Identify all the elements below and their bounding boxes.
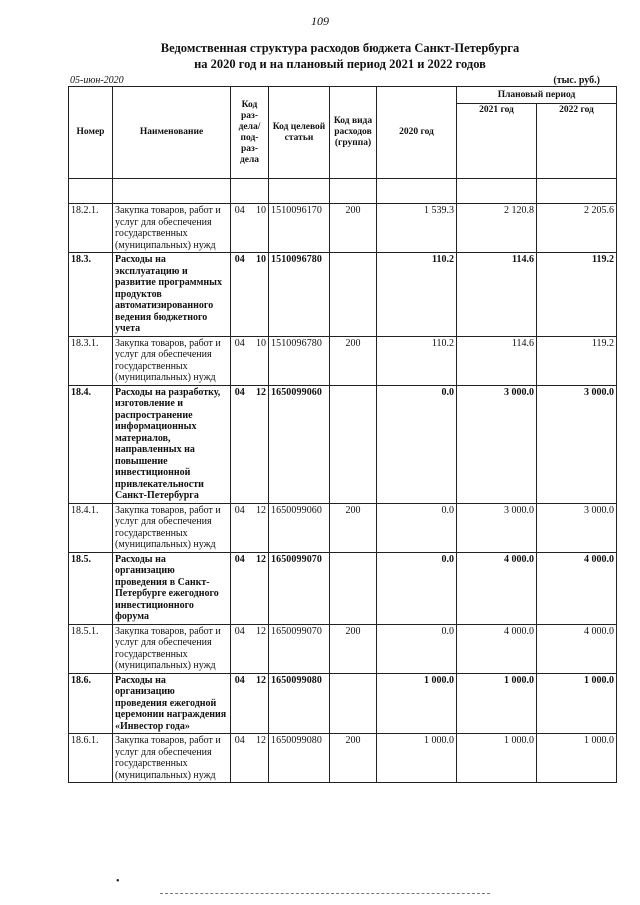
row-number: 18.6. xyxy=(69,673,113,734)
header-2022: 2022 год xyxy=(537,104,617,179)
table-row xyxy=(69,385,617,503)
row-razdel: 04 xyxy=(231,336,249,385)
row-vid xyxy=(330,552,377,624)
row-name: Закупка товаров, работ и услуг для обеспечения государственных (муниципальных) нужд xyxy=(113,336,231,385)
row-name: Закупка товаров, работ и услуг для обеспечения государственных (муниципальных) нужд xyxy=(113,503,231,552)
row-celevaya: 1650099080 xyxy=(269,734,330,783)
units-label: (тыс. руб.) xyxy=(553,75,600,86)
row-amount-2020: 0.0 xyxy=(377,503,457,552)
row-number: 18.4. xyxy=(69,385,113,503)
document-title xyxy=(60,40,620,72)
row-amount-2021: 4 000.0 xyxy=(457,552,537,624)
row-vid: 200 xyxy=(330,734,377,783)
table-body xyxy=(69,179,617,783)
table-row xyxy=(69,503,617,552)
row-name: Расходы на эксплуатацию и развитие программных продуктов автоматизированного ведения бюджетного учета xyxy=(113,253,231,337)
row-amount-2020: 0.0 xyxy=(377,624,457,673)
row-razdel: 04 xyxy=(231,385,249,503)
row-podrazdel: 12 xyxy=(249,385,269,503)
header-plan-period: Плановый период xyxy=(457,87,617,104)
row-name: Закупка товаров, работ и услуг для обеспечения государственных (муниципальных) нужд xyxy=(113,734,231,783)
row-celevaya: 1650099080 xyxy=(269,673,330,734)
row-amount-2021: 114.6 xyxy=(457,253,537,337)
row-amount-2021: 114.6 xyxy=(457,336,537,385)
row-amount-2021: 3 000.0 xyxy=(457,385,537,503)
row-amount-2020: 110.2 xyxy=(377,336,457,385)
row-name: Расходы на разработку, изготовление и распространение информационных материалов, направленных на повышение инвестиционной привлекательности Санкт-Петербурга xyxy=(113,385,231,503)
row-vid xyxy=(330,673,377,734)
header-spacer-row xyxy=(69,179,617,204)
row-number: 18.3. xyxy=(69,253,113,337)
row-amount-2021: 3 000.0 xyxy=(457,503,537,552)
row-celevaya: 1650099070 xyxy=(269,624,330,673)
row-celevaya: 1650099070 xyxy=(269,552,330,624)
row-razdel: 04 xyxy=(231,673,249,734)
budget-table xyxy=(68,86,617,783)
row-amount-2022: 3 000.0 xyxy=(537,385,617,503)
row-amount-2021: 1 000.0 xyxy=(457,734,537,783)
row-vid: 200 xyxy=(330,624,377,673)
row-amount-2022: 3 000.0 xyxy=(537,503,617,552)
row-vid: 200 xyxy=(330,204,377,253)
row-number: 18.2.1. xyxy=(69,204,113,253)
row-podrazdel: 10 xyxy=(249,253,269,337)
row-celevaya: 1650099060 xyxy=(269,503,330,552)
header-razdel: Код раз- дела/ под- раз- дела xyxy=(231,87,269,179)
header-vid: Код вида расходов (группа) xyxy=(330,87,377,179)
row-number: 18.6.1. xyxy=(69,734,113,783)
row-amount-2022: 2 205.6 xyxy=(537,204,617,253)
page-number: 109 xyxy=(311,14,329,28)
footer-dot: • xyxy=(116,876,120,887)
table-row xyxy=(69,552,617,624)
row-amount-2022: 1 000.0 xyxy=(537,734,617,783)
row-razdel: 04 xyxy=(231,253,249,337)
table-row xyxy=(69,624,617,673)
row-podrazdel: 12 xyxy=(249,624,269,673)
row-razdel: 04 xyxy=(231,204,249,253)
table-row xyxy=(69,204,617,253)
row-amount-2020: 1 000.0 xyxy=(377,734,457,783)
table-row xyxy=(69,673,617,734)
row-amount-2020: 0.0 xyxy=(377,552,457,624)
row-celevaya: 1650099060 xyxy=(269,385,330,503)
row-amount-2021: 4 000.0 xyxy=(457,624,537,673)
header-celevaya: Код целевой статьи xyxy=(269,87,330,179)
table-row xyxy=(69,253,617,337)
row-amount-2021: 2 120.8 xyxy=(457,204,537,253)
row-amount-2020: 1 539.3 xyxy=(377,204,457,253)
row-amount-2022: 119.2 xyxy=(537,336,617,385)
row-amount-2020: 1 000.0 xyxy=(377,673,457,734)
row-podrazdel: 10 xyxy=(249,204,269,253)
table-row xyxy=(69,734,617,783)
row-amount-2022: 4 000.0 xyxy=(537,552,617,624)
row-celevaya: 1510096780 xyxy=(269,253,330,337)
row-number: 18.3.1. xyxy=(69,336,113,385)
row-number: 18.5.1. xyxy=(69,624,113,673)
table-row xyxy=(69,336,617,385)
row-podrazdel: 12 xyxy=(249,552,269,624)
row-amount-2022: 1 000.0 xyxy=(537,673,617,734)
row-razdel: 04 xyxy=(231,503,249,552)
row-razdel: 04 xyxy=(231,552,249,624)
row-vid: 200 xyxy=(330,503,377,552)
header-number: Номер xyxy=(69,87,113,179)
row-celevaya: 1510096170 xyxy=(269,204,330,253)
row-name: Закупка товаров, работ и услуг для обеспечения государственных (муниципальных) нужд xyxy=(113,204,231,253)
row-celevaya: 1510096780 xyxy=(269,336,330,385)
row-amount-2022: 4 000.0 xyxy=(537,624,617,673)
row-number: 18.4.1. xyxy=(69,503,113,552)
header-2020: 2020 год xyxy=(377,87,457,179)
row-amount-2021: 1 000.0 xyxy=(457,673,537,734)
row-razdel: 04 xyxy=(231,624,249,673)
document-date: 05-июн-2020 xyxy=(70,75,124,86)
header-2021: 2021 год xyxy=(457,104,537,179)
row-amount-2020: 110.2 xyxy=(377,253,457,337)
row-podrazdel: 12 xyxy=(249,734,269,783)
title-line-2: на 2020 год и на плановый период 2021 и 2022 годов xyxy=(194,57,486,71)
row-name: Закупка товаров, работ и услуг для обеспечения государственных (муниципальных) нужд xyxy=(113,624,231,673)
row-name: Расходы на организацию проведения в Санкт-Петербурге ежегодного инвестиционного форума xyxy=(113,552,231,624)
row-amount-2022: 119.2 xyxy=(537,253,617,337)
title-line-1: Ведомственная структура расходов бюджета Санкт-Петербурга xyxy=(160,41,520,55)
footer-line xyxy=(160,893,490,894)
row-name: Расходы на организацию проведения ежегодной церемонии награждения «Инвестор года» xyxy=(113,673,231,734)
row-podrazdel: 10 xyxy=(249,336,269,385)
row-razdel: 04 xyxy=(231,734,249,783)
header-name: Наименование xyxy=(113,87,231,179)
row-vid xyxy=(330,385,377,503)
row-number: 18.5. xyxy=(69,552,113,624)
row-amount-2020: 0.0 xyxy=(377,385,457,503)
row-podrazdel: 12 xyxy=(249,503,269,552)
row-vid xyxy=(330,253,377,337)
row-podrazdel: 12 xyxy=(249,673,269,734)
row-vid: 200 xyxy=(330,336,377,385)
